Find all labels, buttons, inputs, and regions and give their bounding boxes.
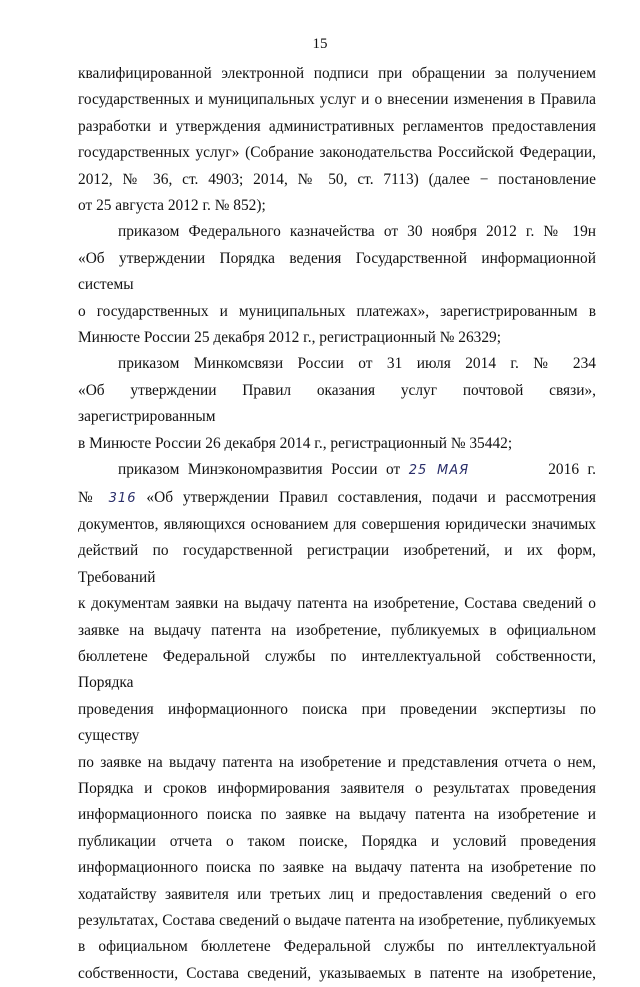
text-line: в официальном бюллетене Федеральной службы по интеллектуальной <box>78 938 596 956</box>
text-line: государственных и муниципальных услуг и о внесении изменения в Правила <box>78 91 596 109</box>
number-sign: № <box>78 488 99 506</box>
handwritten-number: 316 <box>108 490 137 506</box>
text-line: от 25 августа 2012 г. № 852); <box>78 197 266 215</box>
text-line: собственности, Состава сведений, указываемых в патенте на изобретение, <box>78 964 596 982</box>
text-line: публикации отчета о таком поиске, Порядка и условий проведения <box>78 832 596 850</box>
text-line: приказом Федерального казначейства от 30 ноября 2012 г. № 19н <box>118 223 596 241</box>
text-line: результатах, Состава сведений о выдаче патента на изобретение, публикуемых <box>78 912 596 929</box>
text-line: ходатайству заявителя или третьих лиц и предоставления сведений о его <box>78 885 596 903</box>
text-line: «Об утверждении Правил оказания услуг почтовой связи», зарегистрированным <box>78 381 596 426</box>
document-body <box>78 61 596 987</box>
text-line <box>78 485 596 512</box>
text-line: в Минюсте России 26 декабря 2014 г., регистрационный № 35442; <box>78 434 513 452</box>
text-line: информационного поиска по заявке на выдачу патента на изобретение и <box>78 806 596 824</box>
text-line: государственных услуг» (Собрание законодательства Российской Федерации, <box>78 144 596 162</box>
text-line: о государственных и муниципальных платежах», зарегистрированным в <box>78 302 596 320</box>
text-line: информационного поиска по заявке на выдачу патента на изобретение по <box>78 859 596 877</box>
text-line: документов, являющихся основанием для совершения юридически значимых <box>78 515 596 533</box>
page-number: 15 <box>312 36 328 52</box>
order-intro: приказом Минэкономразвития России от <box>118 461 401 479</box>
text-line: действий по государственной регистрации изобретений, и их форм, Требований <box>78 542 596 586</box>
text-line: 2012, № 36, ст. 4903; 2014, № 50, ст. 7113) (далее − постановление <box>78 170 596 188</box>
text-line <box>78 457 596 484</box>
text-line: заявке на выдачу патента на изобретение, публикуемых в официальном <box>78 621 596 639</box>
text-line: по заявке на выдачу патента на изобретение и представления отчета о нем, <box>78 753 596 771</box>
order-title: «Об утверждении Правил составления, подачи и рассмотрения <box>146 488 596 506</box>
handwritten-date: 25 МАЯ <box>408 463 470 479</box>
order-year: 2016 г. <box>548 461 596 479</box>
text-line: Минюсте России 25 декабря 2012 г., регистрационный № 26329; <box>78 329 502 347</box>
text-line: Порядка и сроков информирования заявителя о результатах проведения <box>78 779 596 797</box>
text-line: проведения информационного поиска при проведении экспертизы по существу <box>78 700 596 745</box>
text-line: бюллетене Федеральной службы по интеллектуальной собственности, Порядка <box>78 647 596 692</box>
text-line: разработки и утверждения административных регламентов предоставления <box>78 117 596 135</box>
text-line: «Об утверждении Порядка ведения Государственной информационной системы <box>78 249 596 294</box>
text-line: к документам заявки на выдачу патента на изобретение, Состава сведений о <box>78 595 596 613</box>
text-line: приказом Минкомсвязи России от 31 июля 2014 г. № 234 <box>118 355 596 373</box>
text-line: квалифицированной электронной подписи при обращении за получением <box>78 65 596 82</box>
